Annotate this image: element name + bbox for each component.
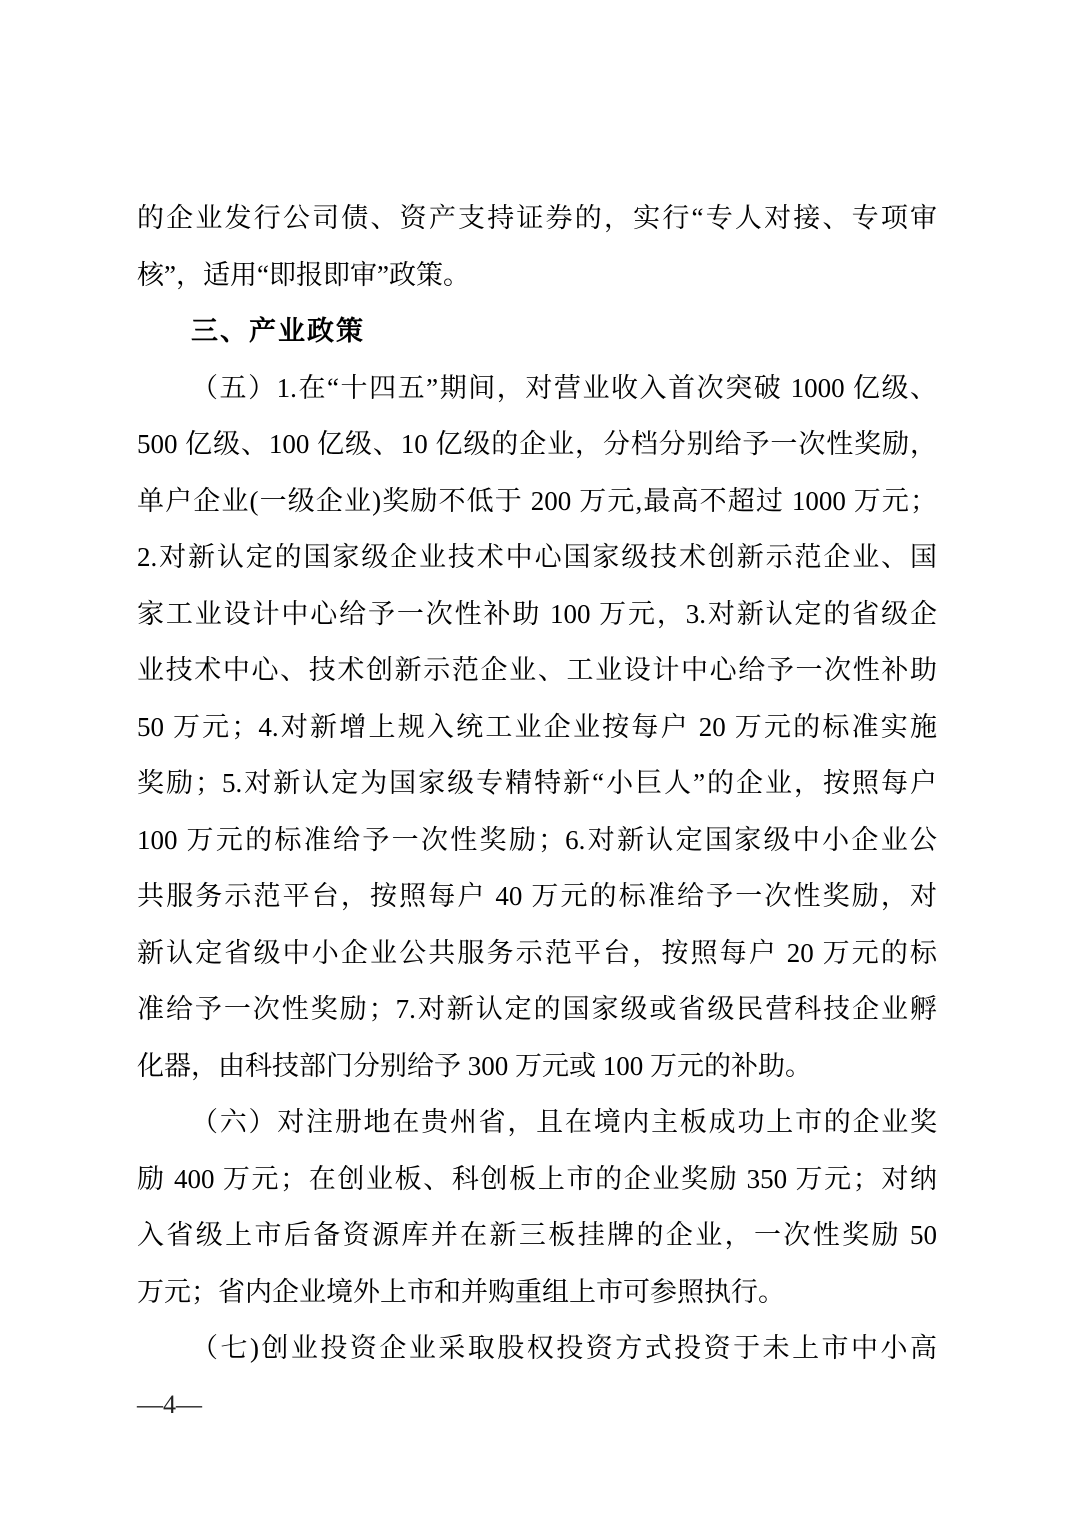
text-line: 共服务示范平台，按照每户 40 万元的标准给予一次性奖励，对 — [137, 881, 937, 911]
document-body — [137, 190, 937, 1377]
text-line: 三、产业政策 — [191, 316, 365, 346]
text-line: 的企业发行公司债、资产支持证券的，实行“专人对接、专项审 — [137, 203, 937, 233]
paragraph — [137, 360, 937, 1095]
text-line: 家工业设计中心给予一次性补助 100 万元，3.对新认定的省级企 — [137, 598, 937, 629]
text-line: 2.对新认定的国家级企业技术中心国家级技术创新示范企业、国 — [137, 542, 937, 572]
text-line: 50 万元；4.对新增上规入统工业企业按每户 20 万元的标准实施 — [137, 711, 937, 742]
text-line: 100 万元的标准给予一次性奖励；6.对新认定国家级中小企业公 — [137, 824, 937, 855]
text-line: 万元；省内企业境外上市和并购重组上市可参照执行。 — [137, 1276, 785, 1307]
text-line: 入省级上市后备资源库并在新三板挂牌的企业，一次性奖励 50 — [137, 1220, 937, 1250]
page-number: —4— — [137, 1390, 202, 1419]
text-line: 励 400 万元；在创业板、科创板上市的企业奖励 350 万元；对纳 — [137, 1163, 937, 1194]
text-line: （五）1.在“十四五”期间，对营业收入首次突破 1000 亿级、 — [191, 372, 937, 403]
page-footer — [137, 1390, 202, 1420]
text-line: 业技术中心、技术创新示范企业、工业设计中心给予一次性补助 — [137, 655, 937, 685]
section-heading — [137, 303, 937, 360]
text-line: 化器，由科技部门分别给予 300 万元或 100 万元的补助。 — [137, 1050, 812, 1081]
paragraph — [137, 1320, 937, 1377]
text-line: （七)创业投资企业采取股权投资方式投资于未上市中小高 — [191, 1333, 937, 1363]
text-line: 单户企业(一级企业)奖励不低于 200 万元,最高不超过 1000 万元； — [137, 485, 937, 516]
paragraph — [137, 1094, 937, 1320]
text-line: 500 亿级、100 亿级、10 亿级的企业，分档分别给予一次性奖励， — [137, 429, 937, 459]
text-line: 新认定省级中小企业公共服务示范平台，按照每户 20 万元的标 — [137, 937, 937, 968]
text-line: 核”，适用“即报即审”政策。 — [137, 259, 470, 290]
paragraph — [137, 190, 937, 303]
text-line: 准给予一次性奖励；7.对新认定的国家级或省级民营科技企业孵 — [137, 994, 937, 1024]
text-line: （六）对注册地在贵州省，且在境内主板成功上市的企业奖 — [191, 1107, 937, 1137]
text-line: 奖励；5.对新认定为国家级专精特新“小巨人”的企业，按照每户 — [137, 768, 937, 798]
